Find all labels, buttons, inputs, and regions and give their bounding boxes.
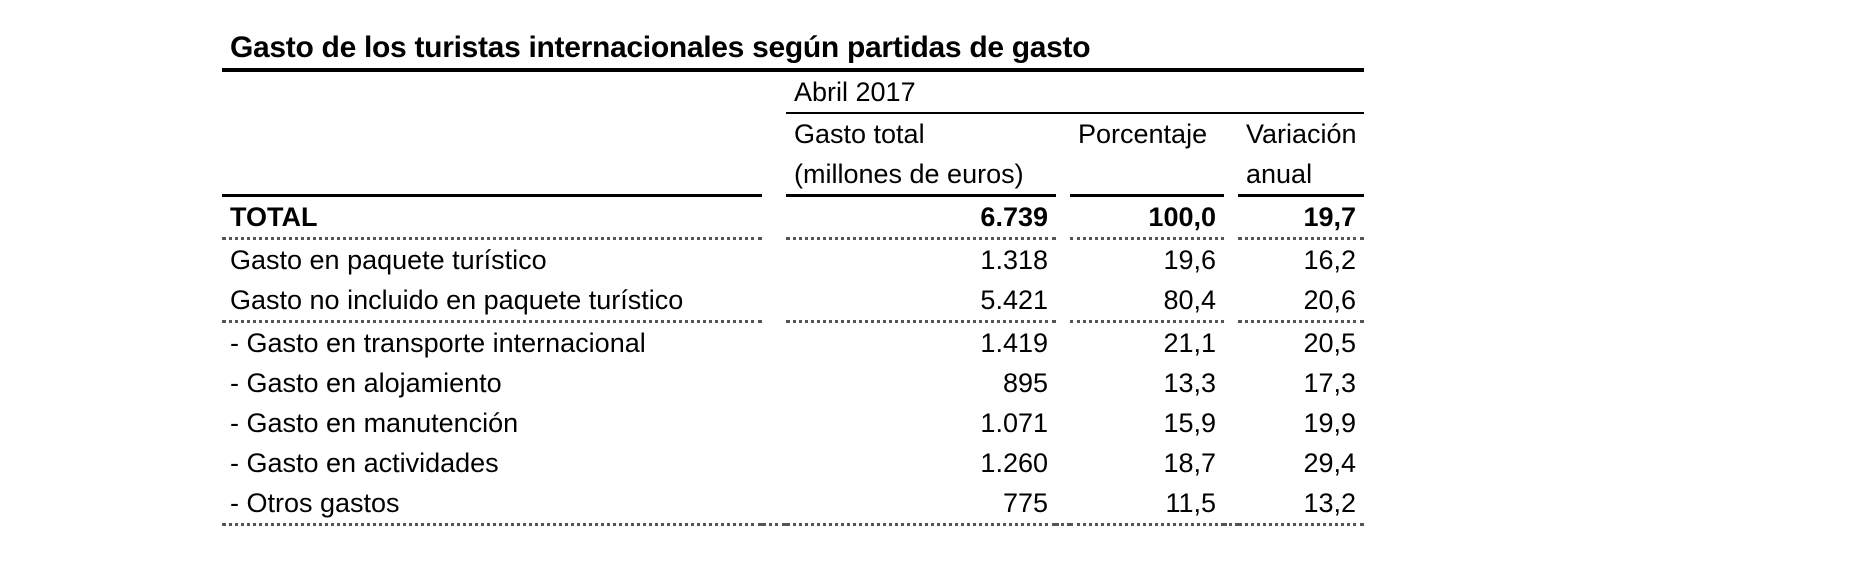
variacion-value: 20,5 [1303,328,1357,358]
porcentaje-value: 15,9 [1163,408,1216,438]
period-header-row [222,72,1364,114]
row-label: - Gasto en manutención [230,408,519,438]
variacion-header: Variación [1246,119,1357,149]
row-label: - Gasto en transporte internacional [230,328,646,358]
table-row [222,240,1364,280]
period-label: Abril 2017 [786,72,1364,114]
porcentaje-header: Porcentaje [1078,119,1208,149]
variacion-value: 19,7 [1238,197,1364,240]
row-label: - Gasto en actividades [230,448,499,478]
table-container [222,28,1364,526]
row-label: Gasto en paquete turístico [230,245,547,275]
gasto-value: 775 [786,483,1056,526]
table-row [222,403,1364,443]
table-row [222,323,1364,363]
gasto-value: 1.318 [980,245,1048,275]
table-row [222,280,1364,323]
variacion-header-line2: anual [1238,154,1364,197]
table-title: Gasto de los turistas internacionales según partidas de gasto [222,28,1364,72]
variacion-value: 16,2 [1303,245,1357,275]
gasto-value: 6.739 [786,197,1056,240]
table-row [222,363,1364,403]
porcentaje-value: 100,0 [1070,197,1224,240]
gasto-value: 895 [1002,368,1048,398]
gasto-header-units: (millones de euros) [786,154,1056,197]
gasto-header: Gasto total [794,119,925,149]
row-label: - Otros gastos [222,483,762,526]
table-row [222,483,1364,526]
variacion-value: 17,3 [1303,368,1357,398]
expense-table [222,72,1364,526]
row-label: - Gasto en alojamiento [230,368,502,398]
porcentaje-value: 13,3 [1163,368,1216,398]
gasto-value: 1.419 [980,328,1048,358]
column-header-row-2 [222,154,1364,197]
porcentaje-value: 19,6 [1163,245,1216,275]
table-row-total [222,197,1364,240]
table-row [222,443,1364,483]
porcentaje-value: 18,7 [1163,448,1216,478]
porcentaje-value: 80,4 [1070,280,1224,323]
column-header-row-1 [222,114,1364,154]
porcentaje-value: 11,5 [1070,483,1224,526]
gasto-value: 1.260 [980,448,1048,478]
variacion-value: 29,4 [1303,448,1357,478]
gasto-value: 5.421 [786,280,1056,323]
porcentaje-value: 21,1 [1163,328,1216,358]
row-label: TOTAL [222,197,762,240]
gasto-value: 1.071 [980,408,1048,438]
variacion-value: 20,6 [1238,280,1364,323]
row-label: Gasto no incluido en paquete turístico [222,280,762,323]
variacion-value: 19,9 [1303,408,1357,438]
variacion-value: 13,2 [1238,483,1364,526]
